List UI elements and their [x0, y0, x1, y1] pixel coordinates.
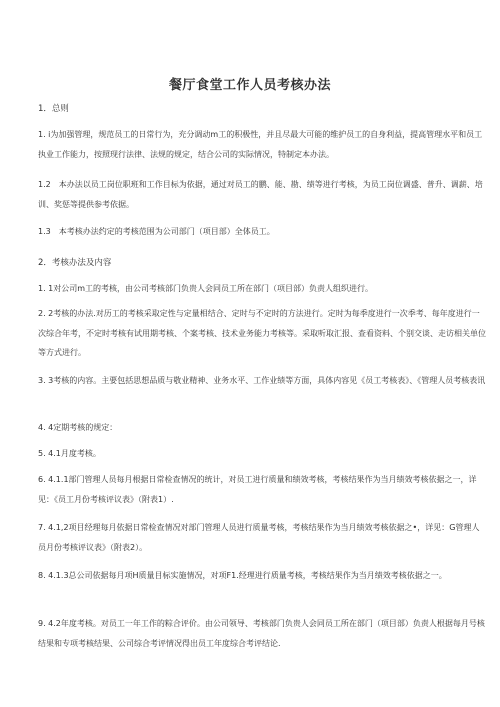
- paragraph-1-2: 1.2 本办法以员工岗位职班和工作目标为依据，通过对员工的鹏、能、勘、绩等进行考核，为员工岗位调盛、普升、调薪、培训、奖惩等提供参考依据。: [38, 180, 483, 209]
- section-heading-1: 1．总则: [38, 104, 69, 114]
- paragraph-1-1: 1. i为加强管理，规范员工的日常行为，充分调动m工的积极性，并且尽最大可能的维护员工的自身利益，提高管理水平和员工执业工作能力，按照现行法律、法规的规定，结合公司的实际情况，特制定本办法。: [38, 130, 483, 159]
- section-heading-2: 2．考核办法及内容: [38, 258, 112, 268]
- paragraph-2-6: 6. 4.1.1部门管理人员每月根据日常检查情况的统计，对员工进行质量和绩效考核，考核结果作为当月绩效考核依据之一，详见：《员工月份考核评议表》（附表1）.: [38, 475, 477, 504]
- paragraph-2-3: 3. 3考核的内容。主要包括思想品质与敬业精神、业务水平、工作业绩等方面，具体内容见《员工考核表》、《管理人员考核表讯: [38, 376, 486, 385]
- paragraph-2-5: 5. 4.1月度考核。: [38, 449, 101, 458]
- paragraph-2-4: 4. 4定期考核的规定：: [38, 423, 118, 432]
- paragraph-2-2: 2. 2考核的办法.对历工的考核采取定性与定量相结合、定时与不定时的方法进行。定时为每季度进行一次季考、每年度进行一次综合年考，不定时考核有试用期考核、个案考核、技术业务能力考核等。采取听取汇报、查看资料、个别交谈、走访相关单位等方式进行。: [38, 309, 486, 357]
- paragraph-2-7: 7. 4.1,2项目经理每月依据日常检查情况对部门管理人员进行质量考核，考核结果作为当月绩效考核依据之•，详见：G管理人员月份考核评议表》（附表2）。: [38, 523, 480, 552]
- paragraph-2-8: 8. 4.1.3总公司依据每月项H质量目标实施情况，对项F1.经理进行质量考核，考核结果作为当月绩效考核依据之一。: [38, 571, 447, 580]
- paragraph-1-3: 1.3 本考核办法约定的考核范围为公司部门（项目部）全体员工。: [38, 227, 275, 236]
- paragraph-2-9: 9. 4.2年度考核。对员工一年工作的粽合评价。由公司领导、考核部门负贵人会同员工所在部门（项目部）负责人根据每月号核结果和专项考核结果、公司综合考评情况得出员工年度综合考评结论.: [38, 619, 485, 648]
- paragraph-2-1: 1. 1对公司m工的考核，由公司考核部门负贵人会同员工所在部门（项目部）负责人组织进行。: [38, 284, 374, 293]
- document-title: 餐厅食堂工作人员考核办法: [168, 78, 331, 93]
